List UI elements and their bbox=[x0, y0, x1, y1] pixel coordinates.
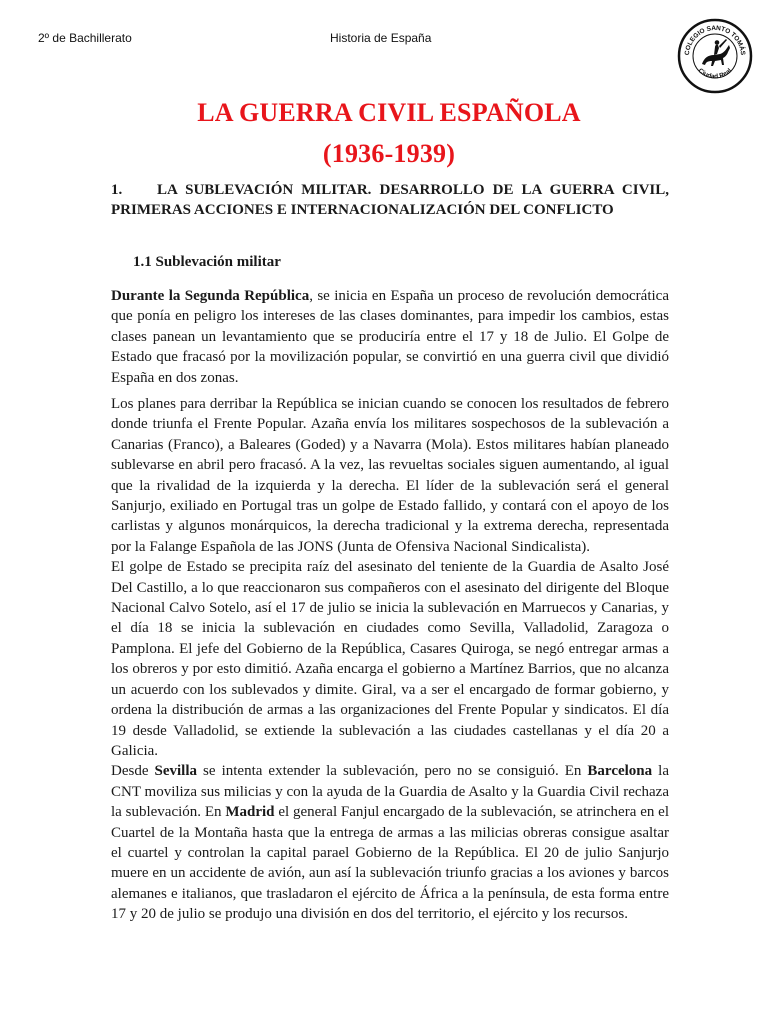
paragraph-4 bbox=[111, 761, 669, 924]
paragraph-4-text-2: se intenta extender la sublevación, pero no se consiguió. En bbox=[197, 763, 588, 780]
paragraph-1-bold-lead: Durante la Segunda República bbox=[111, 288, 310, 304]
seal-text-top: COLEGIO SANTO TOMÁS bbox=[683, 24, 747, 56]
body-text-block bbox=[111, 394, 669, 925]
header-course: 2º de Bachillerato bbox=[38, 31, 132, 45]
document-title: LA GUERRA CIVIL ESPAÑOLA bbox=[197, 98, 581, 127]
svg-text:Ciudad Real bbox=[697, 67, 734, 80]
seal-text-bottom: Ciudad Real bbox=[696, 67, 734, 81]
paragraph-4-text-4: el general Fanjul encargado de la sublevación, se atrinchera en el Cuartel de la Montaña hasta que la entrega de armas a las milicias obreras consigue asaltar el cuartel y controlan la capital parael Gobierno de la República. El 20 de julio Sanjurjo muere en un accidente de avión, aun así la sublevación triunfo gracias a los aviones y barcos alemanes e italianos, que trasladaron el ejército de África a la península, de esta forma entre 17 y 20 de julio se produjo una división en dos del territorio, el ejército y los recursos. bbox=[111, 804, 669, 923]
section-heading-text: LA SUBLEVACIÓN MILITAR. DESARROLLO DE LA GUERRA CIVIL, PRIMERAS ACCIONES E INTERNACIONALIZACIÓN DEL CONFLICTO bbox=[111, 182, 669, 218]
section-number: 1. bbox=[111, 182, 123, 198]
section-heading bbox=[111, 180, 669, 220]
header-subject: Historia de España bbox=[330, 31, 432, 45]
paragraph-4-text-1: Desde bbox=[111, 763, 155, 780]
paragraph-3: El golpe de Estado se precipita raíz del asesinato del teniente de la Guardia de Asalto José Del Castillo, a lo que reaccionaron sus compañeros con el asesinato del dirigente del Bloque Nacional Calvo Sotelo, así el 17 de julio se inicia la sublevación en Marruecos y Canarias, y el día 18 se inicia la sublevación en ciudades como Sevilla, Valladolid, Zaragoza o Pamplona. El jefe del Gobierno de la República, Casares Quiroga, se negó entregar armas a los obreros y por esto dimitió. Azaña encarga el gobierno a Martínez Barrios, que no alcanza un acuerdo con los sublevados y dimite. Giral, va a ser el encargado de formar gobierno, y ordena la distribución de armas a las organizaciones del Frente Popular y sindicatos. El día 19 desde Valladolid, se extiende la sublevación a las ciudades castellanas y el día 20 a Galicia. bbox=[111, 559, 669, 759]
seal-graphic bbox=[677, 18, 753, 94]
paragraph-1-text: , se inicia en España un proceso de revolución democrática que ponía en peligro los intereses de las clases dominantes, para impedir los cambios, estas clases panean un levantamiento que se produciría entre el 17 y 18 de Julio. El Golpe de Estado que fracasó por la movilización popular, se convirtió en una guerra civil que dividió España en dos zonas. bbox=[111, 288, 669, 386]
subsection-heading: 1.1 Sublevación militar bbox=[133, 254, 281, 270]
document-title-dates: (1936-1939) bbox=[322, 139, 456, 168]
city-madrid: Madrid bbox=[225, 804, 275, 821]
paragraph-4-text-3: la CNT moviliza sus milicias y con la ayuda de la Guardia de Asalto y la Guardia Civil rechaza la sublevación. En bbox=[111, 763, 669, 821]
city-sevilla: Sevilla bbox=[154, 763, 198, 780]
school-seal-logo bbox=[677, 18, 753, 94]
city-barcelona: Barcelona bbox=[587, 763, 653, 780]
paragraph-1 bbox=[111, 286, 669, 388]
paragraph-2: Los planes para derribar la República se inician cuando se conocen los resultados de febrero donde triunfa el Frente Popular. Azaña envía los militares sospechosos de la sublevación a Canarias (Franco), a Baleares (Goded) y a Navarra (Mola). Estos militares habían planeado sublevarse en abril pero fracasó. A la vez, las revueltas sociales siguen aumentando, al igual que la rivalidad de la izquierda y la derecha. El líder de la sublevación será el general Sanjurjo, exiliado en Portugal tras un golpe de Estado fallido, y contará con el apoyo de los carlistas y algunos monárquicos, la derecha tradicional y la extrema derecha, representada por la Falange Española de las JONS (Junta de Ofensiva Nacional Sindicalista). bbox=[111, 396, 669, 555]
